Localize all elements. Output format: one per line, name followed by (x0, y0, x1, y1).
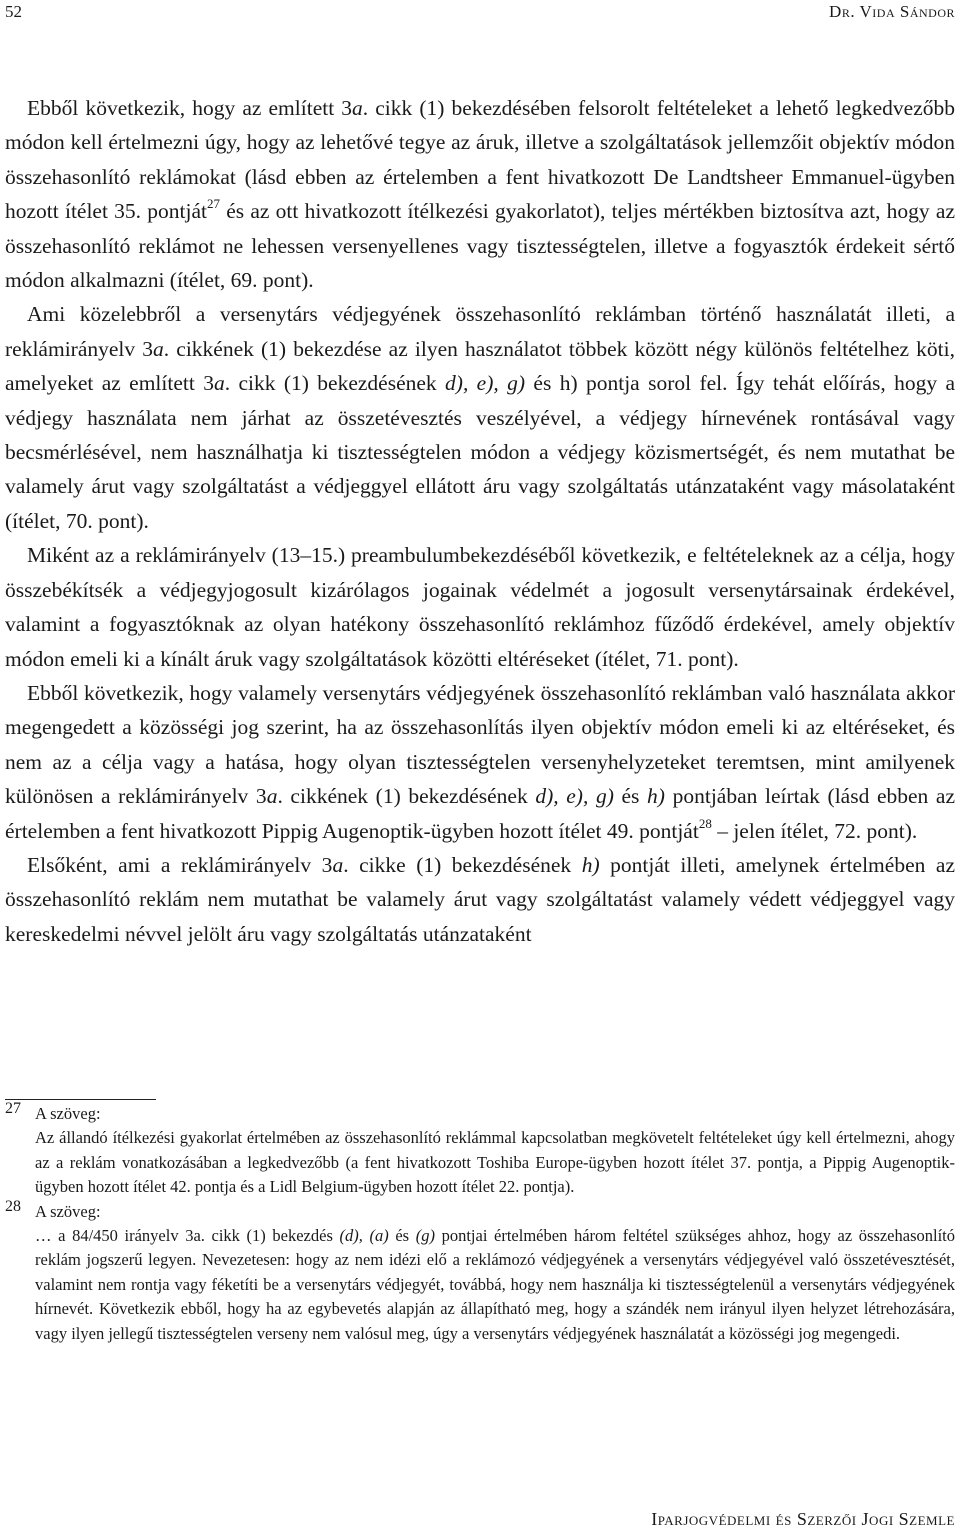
text-run: … a 84/450 irányelv 3a. cikk (1) bekezdés (35, 1226, 340, 1246)
italic-run: (g) (415, 1226, 435, 1246)
running-header (5, 2, 955, 26)
text-run: Elsőként, ami a reklámirányelv 3 (27, 852, 333, 877)
italic-run: d), e), g) (445, 371, 526, 396)
running-header-author: Dr. Vida Sándor (829, 2, 955, 21)
text-run: – jelen ítélet, 72. pont). (711, 818, 918, 843)
footnote-number: 27 (5, 1100, 21, 1117)
text-run: . cikk (1) bekezdésének (224, 371, 446, 396)
footnote-separator (5, 1099, 156, 1100)
paragraph (5, 538, 955, 676)
text-run: Ebből következik, hogy valamely versenytárs védjegyének összehasonlító reklámban való használata akkor megengedett a közösségi jog szerint, ha az összehasonlítás ilyen objektív módon emeli ki az eltéréseket, és nem az a célja vagy a hatása, hogy olyan tisztességtelen versenyhelyzeteket teremtsen, mint amilyenek különösen a reklámirányelv 3 (5, 680, 955, 809)
paragraph (5, 676, 955, 848)
text-run: pontjában leírtak (lásd ebben az értelemben a fent hivatkozott Pippig Augenoptik-ügyben hozott ítélet 49. pontját (5, 784, 955, 843)
text-run: . cikkének (1) bekezdése az ilyen használatot többek között négy különös feltételhez köti, amelyeket az említett 3 (5, 336, 956, 396)
text-run: Ami közelebbről a versenytárs védjegyének összehasonlító reklámban történő használatát illeti, a reklámirányelv 3 (5, 302, 955, 361)
italic-run: h) (647, 784, 665, 809)
footnote-reference: 28 (698, 815, 712, 831)
text-run: és (388, 1226, 416, 1246)
paragraph (5, 848, 955, 951)
italic-run: a (352, 96, 363, 120)
text-run: és az ott hivatkozott ítélkezési gyakorlatot), teljes mértékben biztosítva azt, hogy az összehasonlító reklámot ne lehessen versenyellenes vagy tisztességtelen, illetve a fogyasztók érdekeit sértő módon alkalmazni (ítélet, 69. pont). (5, 199, 955, 293)
page-number: 52 (5, 2, 22, 21)
italic-run: a (266, 784, 278, 809)
text-run: . cikke (1) bekezdésének (343, 852, 582, 877)
running-footer-journal: Iparjogvédelmi és Szerzői Jogi Szemle (651, 1509, 955, 1529)
footnote-text (35, 1224, 955, 1346)
text-run: Miként az a reklámirányelv (13–15.) preambulumbekezdéséből következik, e feltételeknek az a célja, hogy összebékítsék a védjegyjogosult kizárólagos jogainak védelmét a jogosult versenytársainak érdekével, valamint a fogyasztóknak az olyan hatékony összehasonlító reklámhoz fűződő érdekével, amely objektív módon emeli ki a kínált áruk vagy szolgáltatások közötti eltéréseket (ítélet, 71. pont). (5, 543, 955, 671)
footnote (5, 1197, 956, 1346)
text-run: és (613, 784, 648, 809)
body-text (5, 91, 955, 951)
italic-run: h) (581, 852, 600, 877)
text-run: Az állandó ítélkezési gyakorlat értelmében az összehasonlító reklámmal kapcsolatban megkövetelt feltételeket úgy kell értelmezni, ahogy az a reklám vonatkozásában a legkedvezőbb (a fent hivatkozott Toshiba Europe-ügyben hozott ítélet 37. pontja, a Pippig Augenoptik-ügyben hozott ítélet 42. pontja és a Lidl Belgium-ügyben hozott ítélet 22. pontja). (35, 1128, 955, 1197)
text-run: . cikk (1) bekezdésében felsorolt feltételeket a lehető legkedvezőbb módon kell értelmezni úgy, hogy az lehetővé tegye az áruk, illetve a szolgáltatások jellemzőit objektív módon összehasonlító reklámokat (lásd ebben az értelemben a fent hivatkozott De Landtsheer Emmanuel-ügyben hozott ítélet 35. pontját (5, 96, 955, 224)
paragraph (5, 91, 955, 297)
text-run: Ebből következik, hogy az említett 3 (27, 96, 353, 120)
footnote-heading: A szöveg: (35, 1201, 101, 1221)
text-run: . cikkének (1) bekezdésének (277, 784, 536, 809)
footnote-heading: A szöveg: (35, 1104, 101, 1123)
footnote-text (35, 1126, 955, 1199)
footnote (5, 1102, 955, 1200)
italic-run: a (153, 336, 164, 361)
text-run: pontját illeti, amelynek értelmében az összehasonlító reklám nem mutathat be valamely árut vagy szolgáltatást valamely védett védjeggyel vagy kereskedelmi névvel jelölt áru vagy szolgáltatás utánzataként (5, 852, 955, 946)
italic-run: a (332, 852, 344, 877)
footnotes (5, 1102, 955, 1346)
footnote-number: 28 (5, 1197, 21, 1215)
footnote-reference: 27 (207, 196, 220, 212)
text-run: pontjai értelmében három feltétel szükséges ahhoz, hogy az összehasonlító reklám jogszerű legyen. Nevezetesen: hogy az nem idézi elő a reklámozó védjegyének a versenytárs védjegyével való összetévesztését, valamint nem rontja vagy féketíti be a versenytárs védjegyét, továbbá, hogy nem használja ki tisztességtelenül a versenytárs védjegyének hírnevét. Következik ebből, hogy ha az egybevetés alapján az állapítható meg, hogy a szándék nem irányul ilyen helyzet létrehozására, vagy ilyen jellegű tisztességtelen verseny nem valósul meg, úgy a versenytárs védjegyének használatát a közösségi jog megengedi. (35, 1226, 956, 1343)
italic-run: d), e), g) (535, 784, 614, 809)
italic-run: a (213, 371, 225, 396)
italic-run: (d), (a) (339, 1226, 389, 1246)
text-run: és h) pontja sorol fel. Így tehát előírás, hogy a védjegy használata nem járhat az összetévesztés veszélyével, a védjegy hírnevének rontásával vagy becsmérlésével, nem használhatja ki tisztességtelen módon a védjegy közismertségét, és nem mutathat be valamely árut vagy szolgáltatást a védjeggyel ellátott áru vagy szolgáltatás utánzataként vagy másolataként (ítélet, 70. pont). (5, 371, 956, 533)
paragraph (5, 297, 955, 538)
